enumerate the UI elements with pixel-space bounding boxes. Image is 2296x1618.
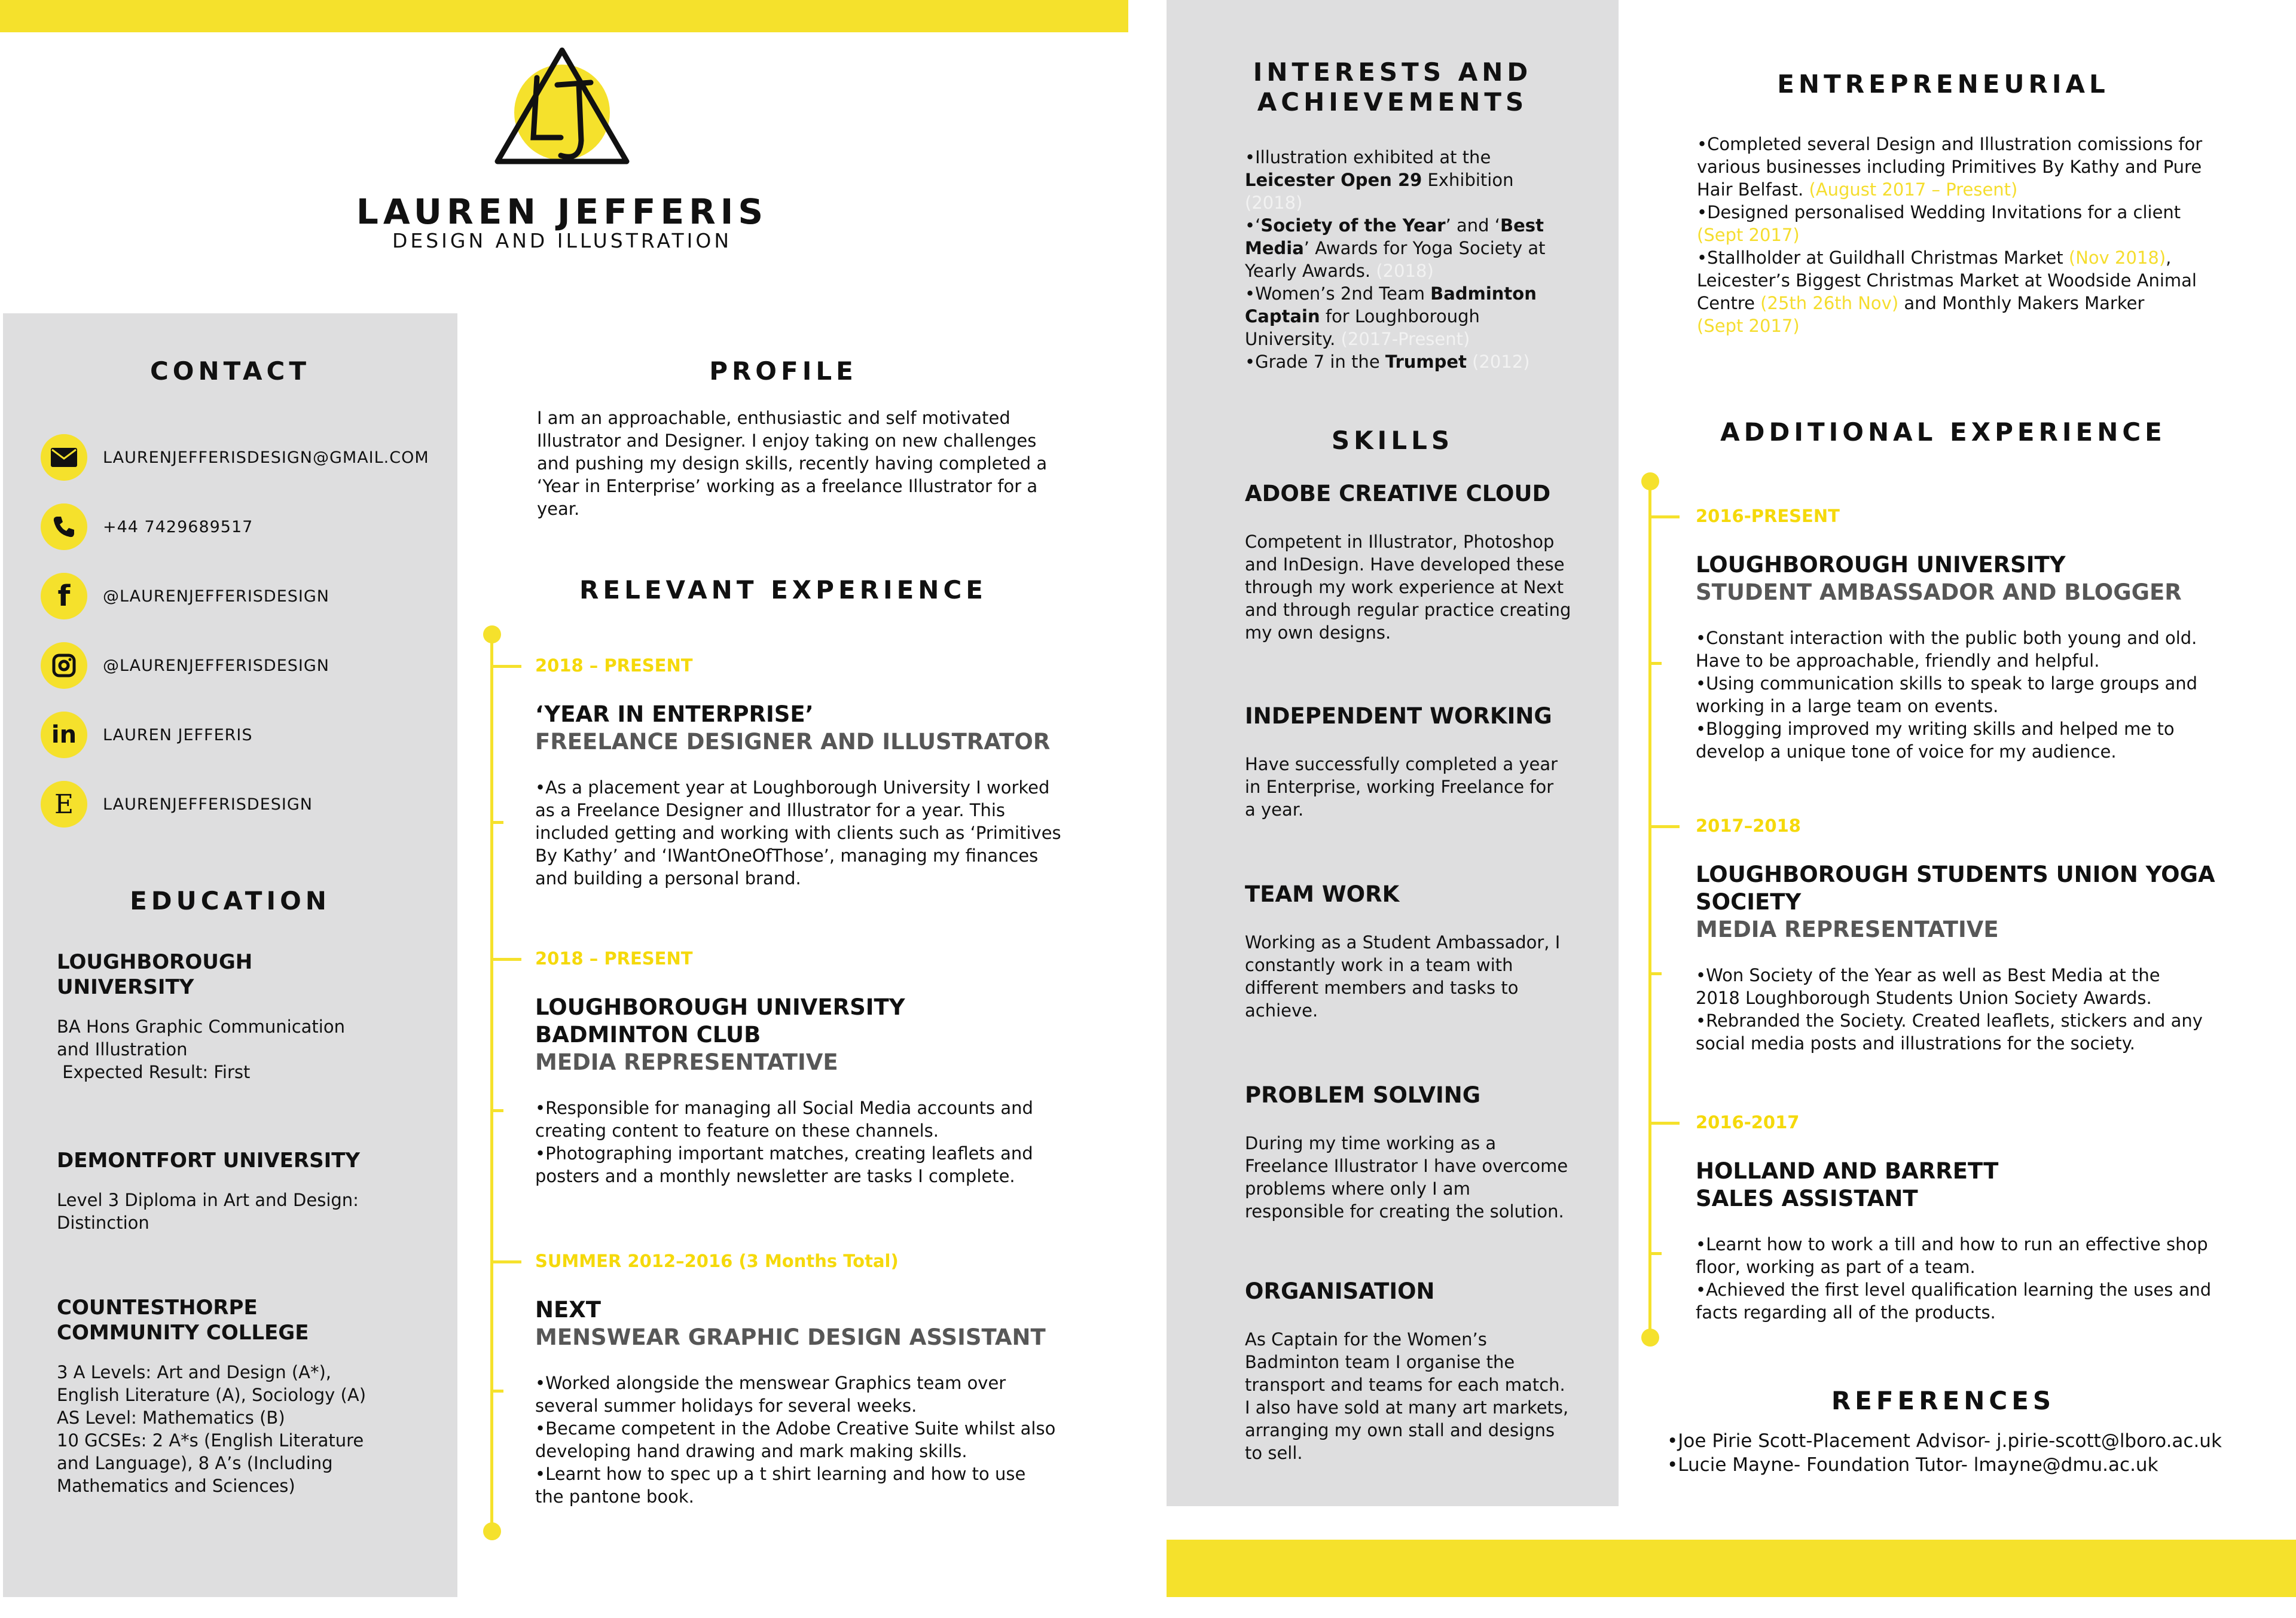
- entry-subtitle: MEDIA REPRESENTATIVE: [535, 1049, 838, 1075]
- entry-title: HOLLAND AND BARRETT: [1696, 1158, 1999, 1184]
- experience-entry: SUMMER 2012–2016 (3 Months Total) NEXT MENSWEAR GRAPHIC DESIGN ASSISTANT •Worked alongside the menswear Graphics team over several summer holidays for several weeks. •Became competent in the Adobe Creative Suite whilst also developing hand drawing and mark making skills. •Learnt how to spec up a t shirt learning and how to use the pantone book.: [535, 1251, 1103, 1508]
- additional-experience-timeline: [1648, 480, 1651, 1339]
- additional-entry: 2016-PRESENT LOUGHBOROUGH UNIVERSITY STUDENT AMBASSADOR AND BLOGGER •Constant interaction with the public both young and old. Have to be approachable, friendly and helpful. •Using communication skills to speak to large groups and working in a large team on events. •Blogging improved my writing skills and helped me to develop a unique tone of voice for my audience.: [1696, 506, 2270, 763]
- entry-title: NEXT: [535, 1297, 602, 1323]
- contact-linkedin-text: LAUREN JEFFERIS: [103, 725, 253, 744]
- relevant-experience-timeline: [490, 633, 493, 1534]
- entry-date: 2016-PRESENT: [1696, 506, 1840, 526]
- skill-item: TEAM WORK Working as a Student Ambassador, I constantly work in a team with different members and tasks to achieve.: [1245, 881, 1561, 1021]
- contact-linkedin[interactable]: [41, 712, 253, 758]
- timeline-tick: [1648, 1122, 1680, 1125]
- timeline-dot: [483, 1522, 501, 1540]
- contact-facebook[interactable]: [41, 573, 329, 619]
- entry-title: LOUGHBOROUGH STUDENTS UNION YOGA: [1696, 862, 2215, 887]
- interests-list: •Illustration exhibited at the Leicester Open 29 Exhibition (2018) •‘Society of the Year’ and ‘Best Media’ Awards for Yoga Society at Yearly Awards. (2018) •Women’s 2nd Team Badminton Captain for Loughborough University. (2017-Present) •Grade 7 in the Trumpet (2012): [1245, 147, 1546, 372]
- contact-email-text: LAURENJEFFERISDESIGN@GMAIL.COM: [103, 448, 429, 467]
- logo: [490, 42, 634, 173]
- timeline-tick: [1648, 1252, 1662, 1255]
- phone-icon: [41, 503, 87, 550]
- references-list: •Joe Pirie Scott-Placement Advisor- j.pirie-scott@lboro.ac.uk •Lucie Mayne- Foundation Tutor- lmayne@dmu.ac.uk: [1667, 1430, 2222, 1476]
- entry-date: 2018 – PRESENT: [535, 948, 693, 969]
- entry-subtitle: MENSWEAR GRAPHIC DESIGN ASSISTANT: [535, 1324, 1046, 1350]
- etsy-icon: E: [41, 781, 87, 828]
- skill-item: PROBLEM SOLVING During my time working as a Freelance Illustrator I have overcome problems where only I am responsible for creating the solution.: [1245, 1082, 1568, 1222]
- skills-heading: SKILLS: [1331, 426, 1454, 455]
- entry-title: ‘YEAR IN ENTERPRISE’: [535, 701, 814, 727]
- entry-subtitle: MEDIA REPRESENTATIVE: [1696, 917, 1999, 942]
- timeline-tick: [490, 821, 503, 824]
- references-heading: REFERENCES: [1831, 1386, 2056, 1415]
- skill-item: ORGANISATION As Captain for the Women’s Badminton team I organise the transport and teams for each match. I also have sold at many art markets, arranging my own stall and designs to sell.: [1245, 1278, 1569, 1463]
- timeline-tick: [490, 1109, 503, 1112]
- entry-subtitle: FREELANCE DESIGNER AND ILLUSTRATOR: [535, 729, 1051, 755]
- entry-title: LOUGHBOROUGH UNIVERSITY: [1696, 552, 2066, 578]
- mail-icon: [41, 434, 87, 481]
- instagram-icon: [41, 642, 87, 689]
- header-tagline: DESIGN AND ILLUSTRATION: [392, 229, 732, 252]
- timeline-dot: [1641, 472, 1659, 490]
- education-item: COUNTESTHORPE COMMUNITY COLLEGE 3 A Levels: Art and Design (A*), English Literature (A), Sociology (A) AS Level: Mathematics (B) 10 GCSEs: 2 A*s (English Literature and Language), 8 A’s (Including Mathematics and Sciences): [57, 1296, 367, 1496]
- skill-item: INDEPENDENT WORKING Have successfully completed a year in Enterprise, working Freelance for a year.: [1245, 703, 1558, 820]
- experience-entry: 2018 – PRESENT ‘YEAR IN ENTERPRISE’ FREELANCE DESIGNER AND ILLUSTRATOR •As a placement year at Loughborough University I worked as a Freelance Designer and Illustrator for a year. This included getting and working with clients such as ‘Primitives By Kathy’ and ‘IWantOneOfThose’, managing my finances and building a personal brand.: [535, 655, 1103, 890]
- additional-entry: 2017–2018 LOUGHBOROUGH STUDENTS UNION YOGA SOCIETY MEDIA REPRESENTATIVE •Won Society of the Year as well as Best Media at the 2018 Loughborough Students Union Society Awards. •Rebranded the Society. Created leaflets, stickers and any social media posts and illustrations for the society.: [1696, 816, 2270, 1055]
- timeline-tick: [1648, 515, 1680, 518]
- profile-text: I am an approachable, enthusiastic and self motivated Illustrator and Designer. I enjoy taking on new challenges and pushing my design skills, recently having completed a ‘Year in Enterprise’ working as a freelance Illustrator for a year.: [537, 408, 1048, 519]
- entrepreneurial-list: •Completed several Design and Illustration comissions for various businesses including Primitives By Kathy and Pure Hair Belfast. (August 2017 – Present) •Designed personalised Wedding Invitations for a client (Sept 2017) •Stallholder at Guildhall Christmas Market (Nov 2018), Leicester’s Biggest Christmas Market at Woodside Animal Centre (25th 26th Nov) and Monthly Makers Marker (Sept 2017): [1697, 134, 2203, 336]
- timeline-tick: [490, 958, 521, 961]
- header-name: LAUREN JEFFERIS: [356, 191, 768, 232]
- entry-date: 2017–2018: [1696, 816, 1801, 836]
- contact-facebook-text: @LAURENJEFFERISDESIGN: [103, 587, 329, 606]
- education-item: LOUGHBOROUGH UNIVERSITY BA Hons Graphic Communication and Illustration Expected Result: First: [57, 950, 345, 1082]
- timeline-tick: [490, 1260, 521, 1263]
- timeline-tick: [1648, 972, 1662, 975]
- interests-heading: INTERESTS AND ACHIEVEMENTS: [1253, 57, 1532, 117]
- timeline-dot: [483, 625, 501, 643]
- additional-experience-heading: ADDITIONAL EXPERIENCE: [1720, 417, 2166, 447]
- education-item: DEMONTFORT UNIVERSITY Level 3 Diploma in Art and Design: Distinction: [57, 1149, 361, 1233]
- entrepreneurial-heading: ENTREPRENEURIAL: [1777, 69, 2109, 99]
- additional-entry: 2016-2017 HOLLAND AND BARRETT SALES ASSISTANT •Learnt how to work a till and how to run an effective shop floor, working as part of a team. •Achieved the first level qualification learning the uses and facts regarding all of the products.: [1696, 1112, 2270, 1324]
- skill-item: ADOBE CREATIVE CLOUD Competent in Illustrator, Photoshop and InDesign. Have developed these through my work experience at Next and through regular practice creating my own designs.: [1245, 481, 1571, 643]
- contact-email[interactable]: [41, 434, 429, 481]
- logo-mark-icon: [490, 42, 634, 173]
- timeline-dot: [1641, 1329, 1659, 1347]
- experience-entry: 2018 – PRESENT LOUGHBOROUGH UNIVERSITY BADMINTON CLUB MEDIA REPRESENTATIVE •Responsible for managing all Social Media accounts and creating content to feature on these channels. •Photographing important matches, creating leaflets and posters and a monthly newsletter are tasks I complete.: [535, 948, 1103, 1187]
- facebook-icon: f: [41, 573, 87, 619]
- bottom-accent-bar: [1167, 1540, 2296, 1597]
- entry-title: LOUGHBOROUGH UNIVERSITY: [535, 994, 905, 1020]
- entry-date: 2016-2017: [1696, 1112, 1800, 1132]
- timeline-tick: [490, 1390, 503, 1393]
- contact-etsy[interactable]: [41, 781, 313, 828]
- contact-phone-text: +44 7429689517: [103, 517, 254, 536]
- timeline-tick: [1648, 662, 1662, 665]
- entry-subtitle: STUDENT AMBASSADOR AND BLOGGER: [1696, 579, 2182, 605]
- timeline-tick: [490, 665, 521, 668]
- contact-instagram[interactable]: [41, 642, 329, 689]
- entry-date: 2018 – PRESENT: [535, 655, 693, 676]
- contact-instagram-text: @LAURENJEFFERISDESIGN: [103, 656, 329, 675]
- top-accent-bar: [0, 0, 1128, 32]
- contact-phone[interactable]: [41, 503, 253, 550]
- profile-heading: PROFILE: [709, 356, 857, 386]
- linkedin-icon: in: [41, 712, 87, 758]
- education-heading: EDUCATION: [130, 886, 331, 915]
- contact-heading: CONTACT: [149, 356, 311, 386]
- contact-etsy-text: LAURENJEFFERISDESIGN: [103, 795, 313, 814]
- entry-date: SUMMER 2012–2016 (3 Months Total): [535, 1251, 899, 1271]
- relevant-experience-heading: RELEVANT EXPERIENCE: [579, 575, 987, 605]
- timeline-tick: [1648, 825, 1680, 828]
